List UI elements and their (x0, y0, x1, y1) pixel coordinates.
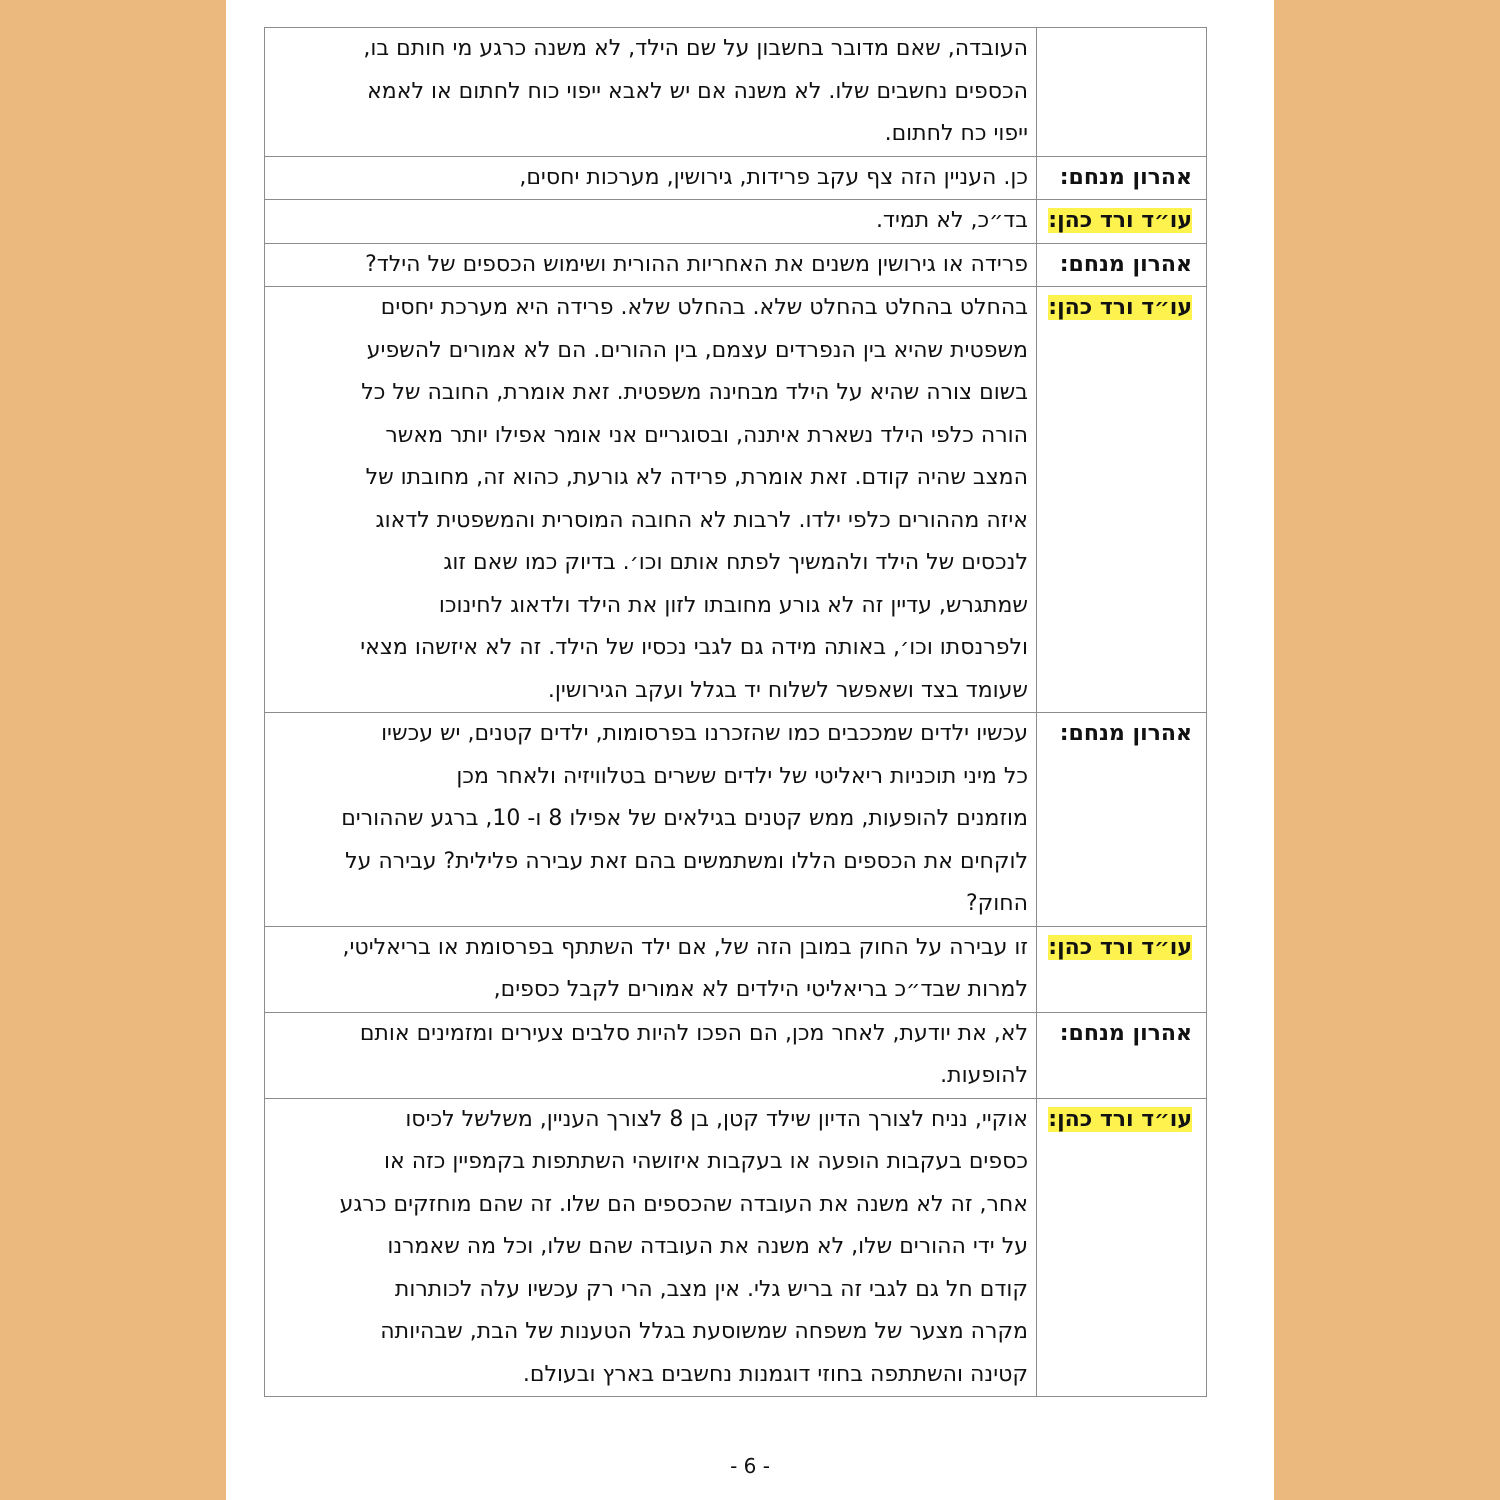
speech-line: אוקיי, נניח לצורך הדיון שילד קטן, בן 8 לצורך העניין, משלשל לכיסו (405, 1106, 1028, 1132)
speech-line: לא, את יודעת, לאחר מכן, הם הפכו להיות סלבים צעירים ומזמינים אותם (359, 1020, 1028, 1046)
transcript-row (264, 199, 1207, 244)
speech-line: פרידה או גירושין משנים את האחריות ההורית ושימוש הכספים של הילד? (365, 251, 1028, 277)
speech-text-cell (265, 157, 1036, 200)
speech-text-cell (265, 244, 1036, 287)
speech-line: ייפוי כח לחתום. (884, 121, 1028, 146)
speech-text-cell (265, 1013, 1036, 1098)
speaker-name: אהרון מנחם: (1059, 1020, 1192, 1046)
speech-line: בד״כ, לא תמיד. (875, 208, 1028, 233)
speech-line: העובדה, שאם מדובר בחשבון על שם הילד, לא משנה כרגע מי חותם בו, (363, 36, 1028, 61)
speaker-name-highlighted: עו״ד ורד כהן: (1048, 934, 1192, 960)
speech-line: שעומד בצד ושאפשר לשלוח יד בגלל ועקב הגירושין. (547, 677, 1028, 703)
speech-line: מקרה מצער של משפחה שמשוסעת בגלל הטענות של הבת, שבהיותה (380, 1319, 1028, 1344)
transcript-row (264, 1012, 1207, 1099)
speech-line: קטינה והשתתפה בחוזי דוגמנות נחשבים בארץ ובעולם. (522, 1361, 1028, 1387)
speech-text-cell (265, 927, 1036, 1012)
speaker-cell (1036, 244, 1206, 287)
transcript-row (264, 926, 1207, 1013)
speech-line: אחר, זה לא משנה את העובדה שהכספים הם שלו. זה שהם מוחזקים כרגע (339, 1191, 1028, 1217)
speech-line: כספים בעקבות הופעה או בעקבות איזושהי השתתפות בקמפיין כזה או (384, 1149, 1028, 1174)
transcript-row (264, 243, 1207, 288)
speech-line: עכשיו ילדים שמככבים כמו שהזכרנו בפרסומות, ילדים קטנים, יש עכשיו (381, 721, 1028, 746)
speech-line: משפטית שהיא בין הנפרדים עצמם, בין ההורים. הם לא אמורים להשפיע (366, 337, 1028, 363)
transcript-row (264, 712, 1207, 927)
speech-line: זו עבירה על החוק במובן הזה של, אם ילד השתתף בפרסומת או בריאליטי, (342, 934, 1028, 960)
speech-line: שמתגרש, עדיין זה לא גורע מחובתו לזון את הילד ולדאוג לחינוכו (438, 592, 1028, 618)
speaker-cell (1036, 1099, 1206, 1397)
speech-text-cell (265, 28, 1036, 156)
speaker-cell (1036, 28, 1206, 156)
transcript-row (264, 27, 1207, 157)
speech-line: בשום צורה שהיא על הילד מבחינה משפטית. זאת אומרת, החובה של כל (361, 380, 1028, 405)
speech-line: קודם חל גם לגבי זה בריש גלי. אין מצב, הרי רק עכשיו עלה לכותרות (394, 1276, 1028, 1302)
page-number: - 6 - (730, 1454, 770, 1478)
speech-line: כן. העניין הזה צף עקב פרידות, גירושין, מערכות יחסים, (519, 164, 1028, 190)
speech-line: מוזמנים להופעות, ממש קטנים בגילאים של אפילו 8 ו- 10, ברגע שההורים (341, 806, 1028, 831)
speaker-cell (1036, 1013, 1206, 1098)
speech-line: הכספים נחשבים שלו. לא משנה אם יש לאבא ייפוי כוח לחתום או לאמא (367, 78, 1028, 104)
transcript-row (264, 1098, 1207, 1398)
transcript-row (264, 286, 1207, 713)
speaker-cell (1036, 927, 1206, 1012)
speaker-cell (1036, 157, 1206, 200)
speech-text-cell (265, 713, 1036, 926)
speaker-name-highlighted: עו״ד ורד כהן: (1048, 1106, 1192, 1132)
speech-line: על ידי ההורים שלו, לא משנה את העובדה שהם שלו, וכל מה שאמרנו (387, 1234, 1028, 1259)
speech-line: לנכסים של הילד ולהמשיך לפתח אותם וכו׳. בדיוק כמו שאם זוג (443, 550, 1028, 575)
speech-line: להופעות. (940, 1063, 1028, 1088)
speech-line: המצב שהיה קודם. זאת אומרת, פרידה לא גורעת, כהוא זה, מחובתו של (365, 465, 1028, 490)
speech-line: לוקחים את הכספים הללו ומשתמשים בהם זאת עבירה פלילית? עבירה על (345, 848, 1028, 874)
speaker-cell (1036, 713, 1206, 926)
speaker-cell (1036, 287, 1206, 712)
speech-line: הורה כלפי הילד נשארת איתנה, ובסוגריים אני אומר אפילו יותר מאשר (385, 422, 1028, 448)
speech-line: איזה מההורים כלפי ילדו. לרבות לא החובה המוסרית והמשפטית לדאוג (375, 507, 1028, 533)
speech-text-cell (265, 1099, 1036, 1397)
speech-line: למרות שבד״כ בריאליטי הילדים לא אמורים לקבל כספים, (493, 977, 1028, 1002)
speech-line: ולפרנסתו וכו׳, באותה מידה גם לגבי נכסיו של הילד. זה לא איזשהו מצאי (360, 635, 1028, 660)
speech-line: כל מיני תוכניות ריאליטי של ילדים ששרים בטלוויזיה ולאחר מכן (456, 763, 1028, 789)
speech-text-cell (265, 200, 1036, 243)
document-page (226, 0, 1274, 1500)
speech-line: החוק? (965, 891, 1028, 916)
speaker-name-highlighted: עו״ד ורד כהן: (1048, 208, 1192, 233)
speech-text-cell (265, 287, 1036, 712)
speaker-name: אהרון מנחם: (1059, 164, 1192, 190)
transcript-row (264, 156, 1207, 201)
speaker-name-highlighted: עו״ד ורד כהן: (1048, 295, 1192, 320)
speaker-name: אהרון מנחם: (1059, 251, 1192, 277)
speaker-name: אהרון מנחם: (1059, 721, 1192, 746)
transcript-table (264, 28, 1207, 1397)
speech-line: בהחלט בהחלט בהחלט שלא. בהחלט שלא. פרידה היא מערכת יחסים (380, 295, 1028, 320)
speaker-cell (1036, 200, 1206, 243)
